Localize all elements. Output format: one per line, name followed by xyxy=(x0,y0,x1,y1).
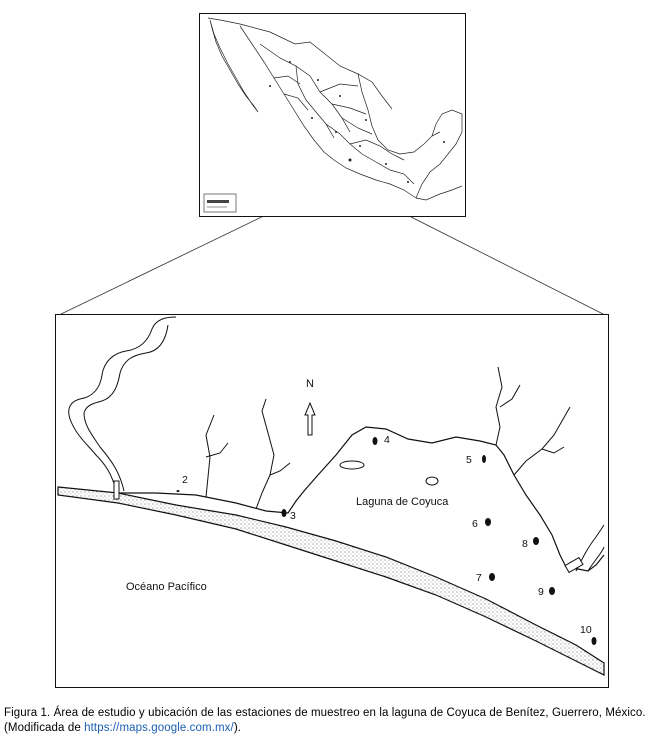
caption-prefix: (Modificada de xyxy=(4,722,85,734)
caption-line-1: Figura 1. Área de estudio y ubicación de las estaciones de muestreo en la laguna de Coyuca de Benítez, Guerrero, México. xyxy=(4,707,646,719)
station-8-label: 8 xyxy=(522,538,528,550)
rivers xyxy=(69,317,604,571)
station-10-marker xyxy=(592,637,597,645)
north-label: N xyxy=(306,378,314,390)
inlet-left xyxy=(114,481,119,499)
station-10-label: 10 xyxy=(580,624,592,636)
inset-map-mexico xyxy=(199,13,466,217)
island-2 xyxy=(426,477,438,485)
caption-line-2 xyxy=(4,721,666,736)
inlet-right xyxy=(565,558,583,573)
station-9-marker xyxy=(549,587,555,595)
station-2-marker xyxy=(177,490,180,492)
station-5-label: 5 xyxy=(466,454,472,466)
station-4-marker xyxy=(373,437,378,445)
station-8-marker xyxy=(533,537,539,545)
station-6-marker xyxy=(485,518,491,526)
mexico-outline xyxy=(200,14,465,216)
north-arrow xyxy=(305,403,315,435)
station-3-marker xyxy=(282,509,287,517)
main-map-coyuca xyxy=(55,314,609,688)
source-link[interactable]: https://maps.google.com.mx/ xyxy=(84,722,234,734)
caption-suffix: ). xyxy=(233,722,242,734)
station-4-label: 4 xyxy=(384,434,390,446)
lagoon-label: Laguna de Coyuca xyxy=(356,496,449,508)
ocean-label: Océano Pacífico xyxy=(126,581,207,593)
station-6-label: 6 xyxy=(472,518,478,530)
figure-caption xyxy=(4,706,666,736)
stations xyxy=(177,434,597,645)
station-7-label: 7 xyxy=(476,572,482,584)
island-1 xyxy=(340,461,364,469)
lagoon-map xyxy=(56,315,607,686)
station-9-label: 9 xyxy=(538,586,544,598)
station-2-label: 2 xyxy=(182,474,188,486)
station-7-marker xyxy=(489,573,495,581)
station-3-label: 3 xyxy=(290,510,296,522)
station-5-marker xyxy=(482,455,486,463)
